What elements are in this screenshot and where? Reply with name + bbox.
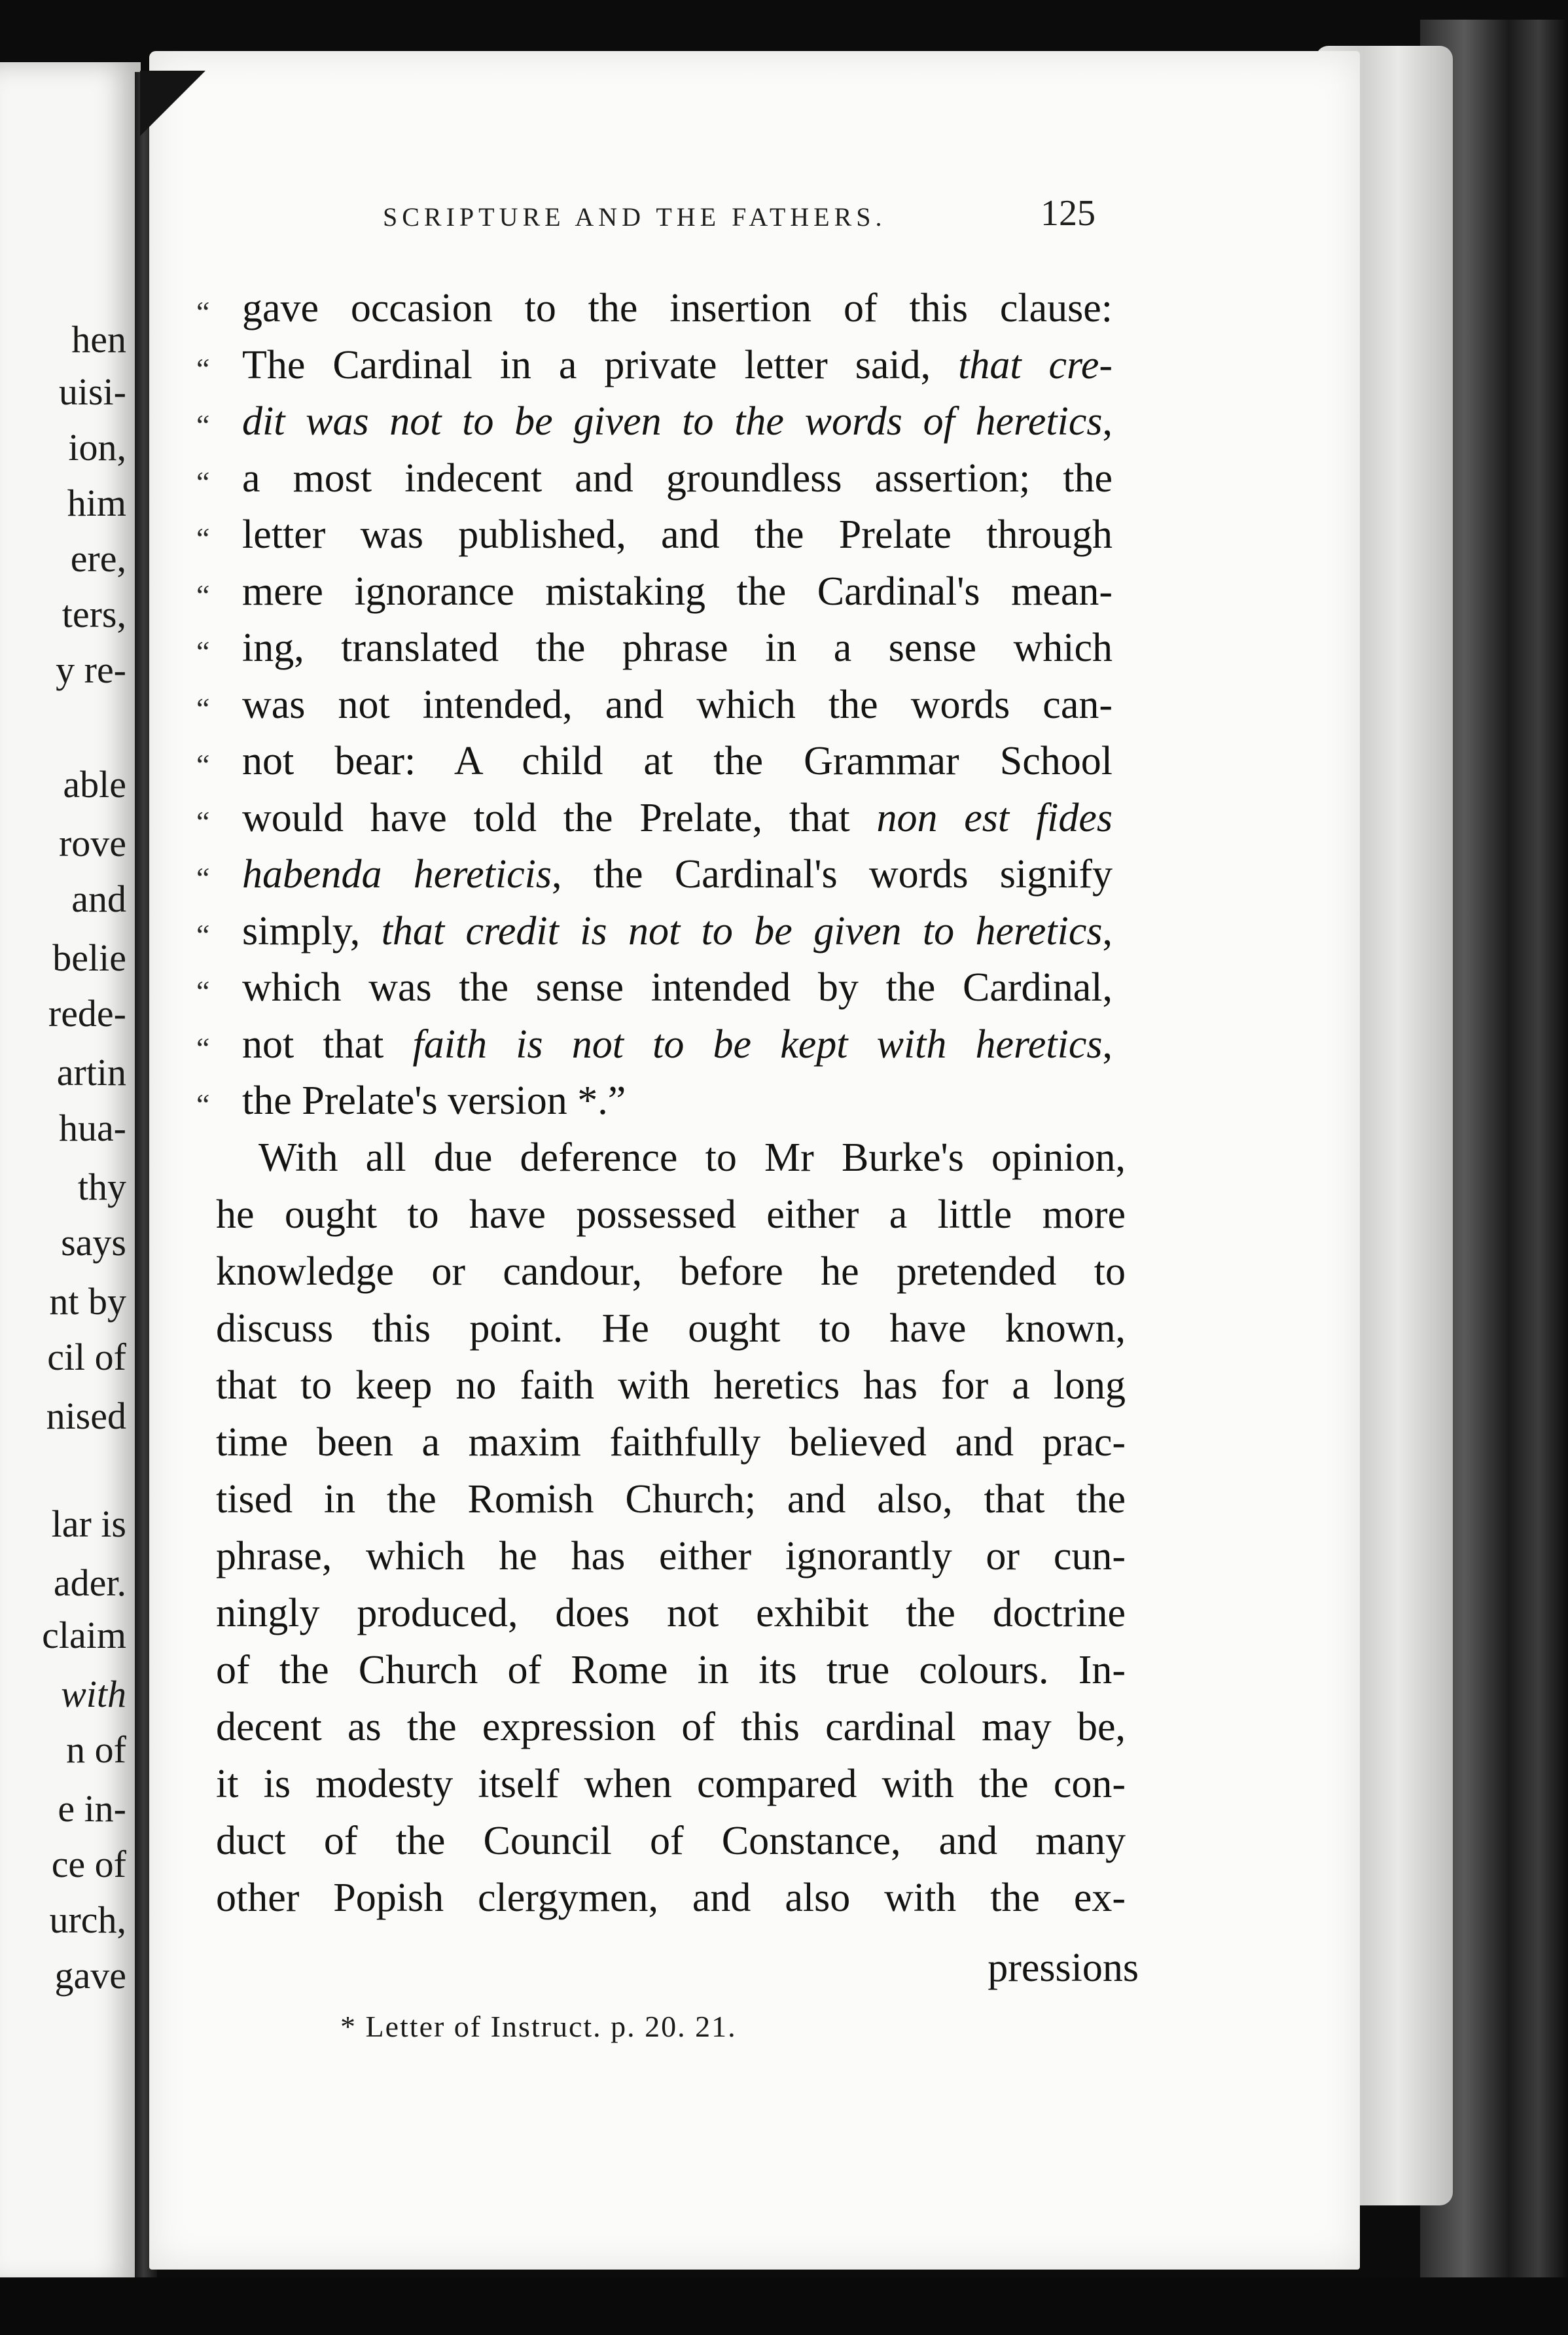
text-run: which was the sense intended by the Cardinal, (242, 965, 1113, 1010)
facing-page-line: cil of (47, 1336, 126, 1378)
quoted-line (242, 967, 1113, 1008)
catchword: pressions (988, 1946, 1139, 1990)
quote-mark: “ (196, 1088, 210, 1121)
running-title: SCRIPTURE AND THE FATHERS. (383, 202, 887, 232)
quote-mark: “ (196, 579, 210, 612)
italic-text: non est fides (876, 796, 1113, 840)
facing-page-line: artin (56, 1051, 126, 1094)
quoted-line (242, 741, 1113, 781)
paragraph-line: time been a maxim faithfully believed and prac- (216, 1420, 1126, 1465)
quote-mark: “ (196, 974, 210, 1008)
facing-page-line: n of (66, 1728, 126, 1771)
text-run: letter was published, and the Prelate through (242, 512, 1113, 557)
text-run: ing, translated the phrase in a sense which (242, 626, 1113, 670)
quoted-line (242, 571, 1113, 612)
quote-mark: “ (196, 805, 210, 838)
text-run: mere ignorance mistaking the Cardinal's mean- (242, 569, 1113, 614)
quoted-line (242, 514, 1113, 555)
paragraph-line: other Popish clergymen, and also with the ex- (216, 1876, 1126, 1920)
facing-page-line: gave (54, 1954, 126, 1997)
quoted-line (242, 854, 1113, 895)
text-run: a most indecent and groundless assertion; the (242, 456, 1113, 501)
facing-page-line: thy (77, 1166, 126, 1208)
scan-bottom-border (0, 2277, 1568, 2335)
quote-mark: “ (196, 408, 210, 442)
facing-page-line: ion, (68, 426, 126, 469)
quote-mark: “ (196, 1031, 210, 1065)
text-run: would have told the Prelate, that (242, 796, 877, 840)
italic-text: dit was not to be given to the words of heretics (242, 399, 1103, 444)
italic-text: habenda hereticis (242, 852, 552, 897)
italic-text: that cre- (958, 343, 1113, 387)
facing-page-line: ce of (51, 1843, 126, 1885)
text-run: , the Cardinal's words signify (552, 852, 1113, 897)
page-number: 125 (1041, 193, 1096, 234)
facing-page-line: ere, (70, 537, 126, 580)
quote-mark: “ (196, 748, 210, 781)
text-run: , (1102, 399, 1113, 444)
facing-page-line: hua- (58, 1107, 126, 1149)
quote-mark: “ (196, 861, 210, 895)
facing-page-line: e in- (58, 1787, 126, 1830)
footnote: * Letter of Instruct. p. 20. 21. (340, 2010, 737, 2043)
paragraph-line: decent as the expression of this cardinal may be, (216, 1705, 1126, 1749)
paragraph-line: of the Church of Rome in its true colours. In- (216, 1648, 1126, 1692)
text-run: , (1102, 1022, 1113, 1067)
facing-page-line: hen (71, 318, 126, 361)
quoted-line (242, 1024, 1113, 1065)
facing-page-line: urch, (49, 1898, 126, 1941)
text-run: not bear: A child at the Grammar School (242, 739, 1113, 783)
facing-page-line: with (61, 1673, 126, 1715)
quoted-line (242, 798, 1113, 838)
quoted-line (242, 685, 1113, 725)
quoted-line (242, 458, 1113, 499)
paragraph-line: duct of the Council of Constance, and many (216, 1819, 1126, 1863)
paragraph-line: it is modesty itself when compared with the con- (216, 1762, 1126, 1806)
facing-page-line: and (71, 878, 126, 920)
quote-mark: “ (196, 295, 210, 329)
facing-page-line: rede- (48, 992, 126, 1035)
paragraph-line: that to keep no faith with heretics has for a long (216, 1363, 1126, 1408)
quote-mark: “ (196, 692, 210, 725)
facing-page-line: uisi- (58, 370, 126, 413)
quoted-line (242, 628, 1113, 668)
text-run: , (1102, 909, 1113, 954)
facing-page-line: y re- (56, 649, 126, 691)
quote-mark: “ (196, 522, 210, 555)
text-run: not that (242, 1022, 413, 1067)
quoted-line (242, 288, 1113, 329)
facing-page-line: says (61, 1221, 126, 1264)
paragraph-line: he ought to have possessed either a little more (216, 1192, 1126, 1237)
facing-page-line: nised (46, 1395, 126, 1437)
facing-page-line: him (67, 482, 126, 524)
text-run: gave occasion to the insertion of this clause: (242, 286, 1113, 330)
paragraph-line: tised in the Romish Church; and also, that the (216, 1477, 1126, 1522)
quoted-line (242, 401, 1113, 442)
italic-text: faith is not to be kept with heretics (412, 1022, 1103, 1067)
quote-mark: “ (196, 352, 210, 385)
quote-mark: “ (196, 635, 210, 668)
quoted-line (242, 911, 1113, 952)
facing-page-line: able (63, 763, 126, 806)
quote-mark: “ (196, 465, 210, 499)
paragraph-line: discuss this point. He ought to have known, (216, 1306, 1126, 1351)
facing-page-line: belie (52, 936, 126, 979)
text-run: The Cardinal in a private letter said, (242, 343, 959, 387)
facing-page-fragment (0, 62, 141, 2287)
italic-text: that credit is not to be given to heretics (381, 909, 1103, 954)
facing-page-line: nt by (49, 1280, 126, 1323)
facing-page-line: rove (58, 822, 126, 864)
facing-page-line: lar is (51, 1503, 126, 1545)
text-run: the Prelate's version *.” (242, 1078, 626, 1123)
quoted-line (242, 1080, 1113, 1121)
text-run: was not intended, and which the words can- (242, 683, 1113, 727)
folded-corner (140, 71, 205, 136)
facing-page-line: ters, (62, 593, 126, 635)
text-run: simply, (242, 909, 382, 954)
facing-page-line: claim (42, 1614, 126, 1656)
paragraph-line: With all due deference to Mr Burke's opinion, (258, 1135, 1126, 1180)
quoted-line (242, 345, 1113, 385)
paragraph-line: knowledge or candour, before he pretended to (216, 1249, 1126, 1294)
facing-page-line: ader. (53, 1561, 126, 1604)
paragraph-line: ningly produced, does not exhibit the doctrine (216, 1591, 1126, 1635)
paragraph-line: phrase, which he has either ignorantly or cun- (216, 1534, 1126, 1578)
quote-mark: “ (196, 918, 210, 952)
